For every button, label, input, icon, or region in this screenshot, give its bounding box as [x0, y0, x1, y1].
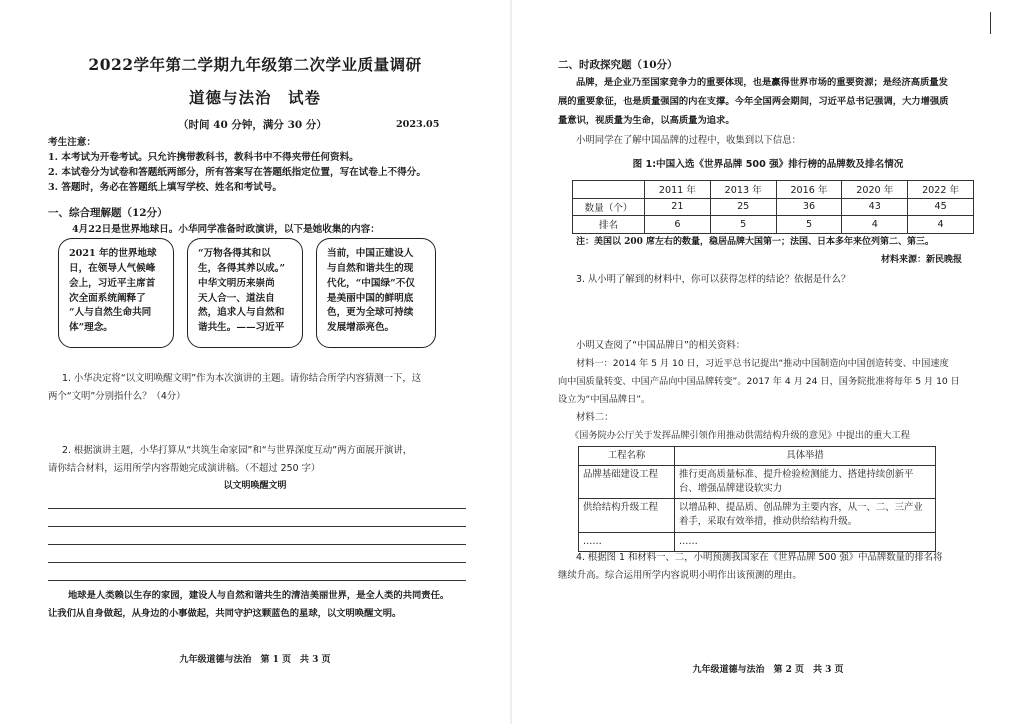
box-line: 是美丽中国的鲜明底: [327, 292, 414, 304]
answer-line[interactable]: [48, 508, 466, 509]
chart-value-cell: 25: [710, 198, 776, 216]
box-line: 谐共生。——习近平: [198, 322, 285, 334]
proj-header-measures: 具体举措: [675, 447, 936, 466]
exam-page-2: [512, 0, 1024, 724]
material2-label: 材料二：: [576, 412, 614, 423]
question-1-line: 两个“文明”分别指什么？（4分）: [48, 391, 186, 402]
box-line: “人与自然生命共同: [69, 307, 152, 319]
chart-value-cell: 4: [842, 216, 908, 234]
proj-cell-measures: 以增品种、提品质、创品牌为主要内容，从一、二、三产业着手，采取有效举措，推动供给结构升级。: [675, 499, 936, 532]
box-line: 天人合一、道法自: [198, 292, 275, 304]
table-note: 注：美国以 200 席左右的数量，稳居品牌大国第一；法国、日本多年来位列第二、第三。: [576, 237, 935, 247]
policy-doc-title: 《国务院办公厅关于发挥品牌引领作用推动供需结构升级的意见》中提出的重大工程: [570, 430, 910, 441]
material1-line: 材料一：2014 年 5 月 10 日，习近平总书记提出“推动中国制造向中国创造转变、中国速度: [576, 358, 949, 369]
box-line: 色，更为全球可持续: [327, 307, 414, 319]
chart-value-cell: 5: [710, 216, 776, 234]
box-line: 日，在领导人气候峰: [69, 262, 156, 274]
notice-item: 2. 本试卷分为试卷和答题纸两部分，所有答案写在答题纸指定位置，写在试卷上不得分。: [48, 167, 426, 178]
chart-year-label: 2020 年: [842, 181, 908, 199]
table-source: 材料来源：新民晚报: [880, 255, 962, 265]
answer-line[interactable]: [48, 580, 466, 581]
box-line: “万物各得其和以: [198, 248, 271, 259]
project-table: [578, 446, 936, 552]
chart-value-cell: 6: [645, 216, 711, 234]
notice-item: 3. 答题时，务必在答题纸上填写学校、姓名和考试号。: [48, 182, 283, 193]
material1-line: 向中国质量转变、中国产品向中国品牌转变”。2017 年 4 月 24 日，国务院批准将每年 5 月 10 日: [558, 376, 960, 387]
chart-header-row: [573, 181, 974, 199]
material1-line: 设立为“中国品牌日”。: [558, 394, 651, 405]
section2-para-line: 品牌，是企业乃至国家竞争力的重要体现，也是赢得世界市场的重要资源；是经济高质量发: [576, 77, 948, 88]
closing-line: 地球是人类赖以生存的家园，建设人与自然和谐共生的清洁美丽世界，是全人类的共同责任。: [68, 590, 450, 601]
material-box-2: [187, 238, 303, 348]
box-line: 然，追求人与自然和: [198, 307, 285, 319]
consult-intro: 小明又查阅了“中国品牌日”的相关资料：: [576, 340, 746, 351]
box-line: 会上，习近平主席首: [69, 277, 156, 289]
answer-line[interactable]: [48, 544, 466, 545]
section1-intro: 4月22日是世界地球日。小华同学准备时政演讲，以下是她收集的内容：: [72, 224, 380, 235]
chart-series-name: 数量（个）: [573, 198, 645, 216]
brand-ranking-table: [572, 180, 974, 234]
chart-series-name: 排名: [573, 216, 645, 234]
box-line: 次全面系统阐释了: [69, 292, 146, 304]
subject-name: 道德与法治: [188, 88, 272, 107]
section2-para-line: 展的重要象征，也是质量强国的内在支撑。今年全国两会期间，习近平总书记强调，大力增强质: [558, 96, 949, 107]
chart-value-cell: 5: [776, 216, 842, 234]
section2-para-line: 量意识，视质量为生命，以高质量为追求。: [558, 115, 735, 126]
box-line: 发展增添亮色。: [327, 322, 395, 334]
section2-intro: 小明同学在了解中国品牌的过程中，收集到以下信息：: [576, 135, 802, 146]
proj-cell-name: ……: [579, 532, 675, 551]
question-2-line: 请你结合材料，运用所学内容帮她完成演讲稿。（不超过 250 字）: [48, 463, 321, 474]
page-footer: 九年级道德与法治 第 2 页 共 3 页: [692, 665, 844, 675]
proj-cell-measures: ……: [675, 532, 936, 551]
box-line: 当前，中国正建设人: [327, 248, 414, 259]
exam-date: 2023.05: [396, 119, 440, 130]
time-info: （时间 40 分钟，满分 30 分）: [178, 119, 327, 131]
chart-year-label: 2013 年: [710, 181, 776, 199]
page-footer: 九年级道德与法治 第 1 页 共 3 页: [179, 655, 331, 665]
box-line: 体”理念。: [69, 322, 113, 334]
section1-title: 一、综合理解题（12分）: [48, 207, 168, 219]
material-box-3: [316, 238, 436, 348]
chart-value-cell: 4: [908, 216, 974, 234]
question-4-line: 继续升高。综合运用所学内容说明小明作出该预测的理由。: [558, 570, 802, 581]
chart-value-cell: 21: [645, 198, 711, 216]
chart-value-cell: 45: [908, 198, 974, 216]
box-line: 2021 年的世界地球: [69, 248, 157, 259]
chart-title: 图 1:中国入选《世界品牌 500 强》排行榜的品牌数及排名情况: [632, 159, 904, 170]
section2-title: 二、时政探究题（10分）: [558, 59, 678, 71]
paper-label: 试卷: [288, 88, 322, 107]
speech-title: 以文明唤醒文明: [223, 481, 287, 491]
box-line: 中华文明历来崇尚: [198, 277, 275, 289]
chart-year-label: 2022 年: [908, 181, 974, 199]
chart-value-cell: 43: [842, 198, 908, 216]
chart-value-cell: 36: [776, 198, 842, 216]
scan-edge-mark: [990, 12, 991, 34]
proj-cell-name: 供给结构升级工程: [579, 499, 675, 532]
answer-line[interactable]: [48, 526, 466, 527]
exam-page-1: [0, 0, 510, 724]
chart-year-label: 2011 年: [645, 181, 711, 199]
notice-item: 1. 本考试为开卷考试。只允许携带教科书，教科书中不得夹带任何资料。: [48, 152, 359, 163]
subject-title: [0, 86, 510, 108]
proj-header-name: 工程名称: [579, 447, 675, 466]
question-2-line: 2. 根据演讲主题，小华打算从“共筑生命家园”和“与世界深度互动”两方面展开演讲，: [62, 445, 413, 456]
box-line: 生，各得其养以成。”: [198, 262, 286, 274]
chart-series-row: [573, 216, 974, 234]
chart-year-label: 2016 年: [776, 181, 842, 199]
chart-corner-cell: [573, 181, 645, 199]
question-1-line: 1. 小华决定将“以文明唤醒文明”作为本次演讲的主题。请你结合所学内容猜测一下，这: [62, 373, 422, 384]
answer-line[interactable]: [48, 562, 466, 563]
question-4-line: 4. 根据图 1 和材料一、二，小明预测我国家在《世界品牌 500 强》中品牌数量的排名将: [576, 552, 943, 563]
closing-line: 让我们从自身做起，从身边的小事做起，共同守护这颗蓝色的星球，以文明唤醒文明。: [48, 608, 402, 619]
chart-series-row: [573, 198, 974, 216]
proj-cell-measures: 推行更高质量标准、提升检验检测能力、搭建持续创新平台、增强品牌建设软实力: [675, 466, 936, 499]
box-line: 与自然和谐共生的现: [327, 262, 414, 274]
material-box-1: [58, 238, 174, 348]
box-line: 代化，“中国绿”不仅: [327, 277, 415, 289]
exam-title: 2022学年第二学期九年级第二次学业质量调研: [88, 55, 422, 74]
notice-title: 考生注意：: [48, 137, 96, 148]
question-3: 3. 从小明了解到的材料中，你可以获得怎样的结论？依据是什么？: [576, 274, 851, 285]
proj-cell-name: 品牌基础建设工程: [579, 466, 675, 499]
